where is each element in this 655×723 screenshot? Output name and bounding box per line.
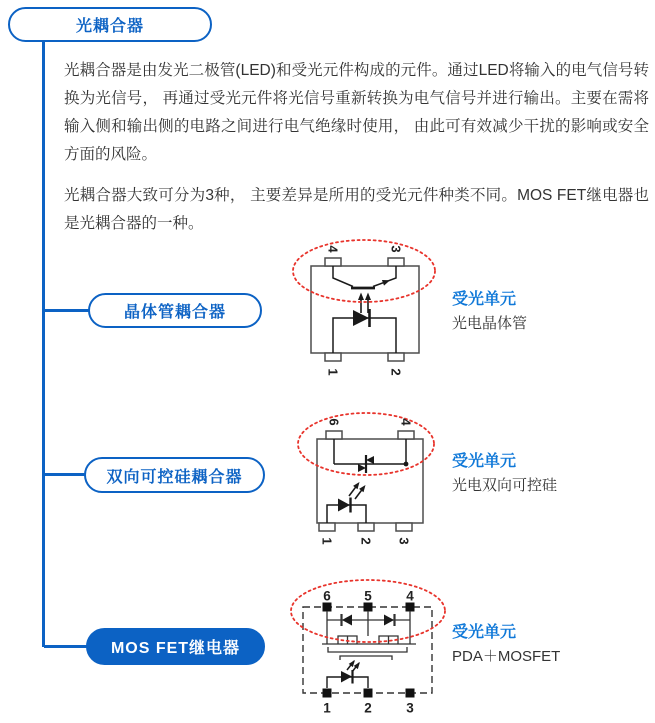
- receiver-title: 受光单元: [452, 624, 517, 641]
- led-symbol: [327, 670, 368, 688]
- receiver-title: 受光单元: [452, 291, 517, 308]
- topic-chip: [8, 7, 212, 42]
- intro-paragraph-1: 光耦合器是由发光二极管(LED)和受光元件构成的元件。通过LED将输入的电气信号转换为光信号， 再通过受光元件将光信号重新转换为电气信号并进行输出。主要在需将输入侧和输出侧的电路之间进行电气绝缘时使用， 由此可有效减少干扰的影响或安全方面的风险。: [64, 62, 649, 163]
- branch-button-label: 晶体管耦合器: [123, 304, 226, 321]
- receiver-label-transistor: [452, 289, 527, 335]
- branch-button-triac-coupler[interactable]: [84, 457, 265, 493]
- pin-label: 4: [406, 588, 414, 604]
- receiver-description: 光电晶体管: [452, 315, 528, 332]
- receiver-label-triac: [452, 451, 557, 497]
- pin-label: 6: [326, 418, 342, 426]
- transistor-coupler-diagram: [289, 238, 449, 390]
- tree-connector-3: [44, 645, 88, 648]
- receiver-description: 光电双向可控硅: [452, 477, 558, 494]
- mosfet-circuit-symbol: [322, 611, 416, 660]
- intro-paragraph-2: 光耦合器大致可分为3种， 主要差异是所用的受光元件种类不同。MOS FET继电器也是光耦合器的一种。: [64, 187, 649, 232]
- branch-button-transistor-coupler[interactable]: [88, 293, 262, 328]
- pin-label: 1: [325, 368, 341, 376]
- package-outline: [317, 431, 423, 531]
- pin-label: 5: [364, 588, 372, 604]
- pin-label: 2: [388, 368, 404, 376]
- pin-label: 3: [388, 245, 404, 253]
- package-outline: [311, 258, 419, 361]
- tree-vertical-line: [42, 40, 45, 647]
- topic-title: 光耦合器: [75, 18, 144, 35]
- pin-label: 2: [358, 537, 374, 545]
- intro-text: [64, 57, 649, 238]
- pin-label: 2: [364, 700, 372, 716]
- branch-button-label: MOS FET继电器: [110, 640, 241, 657]
- receiver-title: 受光单元: [452, 453, 517, 470]
- pin-label: 1: [319, 537, 335, 545]
- pin-label: 4: [398, 418, 414, 426]
- pin-label: 4: [325, 245, 341, 253]
- pin-label: 1: [323, 700, 331, 716]
- tree-connector-2: [44, 473, 86, 476]
- pin-label: 3: [406, 700, 414, 716]
- pin-label: 3: [396, 537, 412, 545]
- pin-label: 6: [323, 588, 331, 604]
- branch-button-label: 双向可控硅耦合器: [106, 468, 243, 486]
- branch-button-mosfet-relay[interactable]: [86, 628, 265, 665]
- receiver-description: PDA＋MOSFET: [452, 648, 561, 665]
- receiver-label-mosfet: [452, 622, 560, 668]
- triac-coupler-diagram: [280, 400, 450, 560]
- tree-connector-1: [44, 309, 90, 312]
